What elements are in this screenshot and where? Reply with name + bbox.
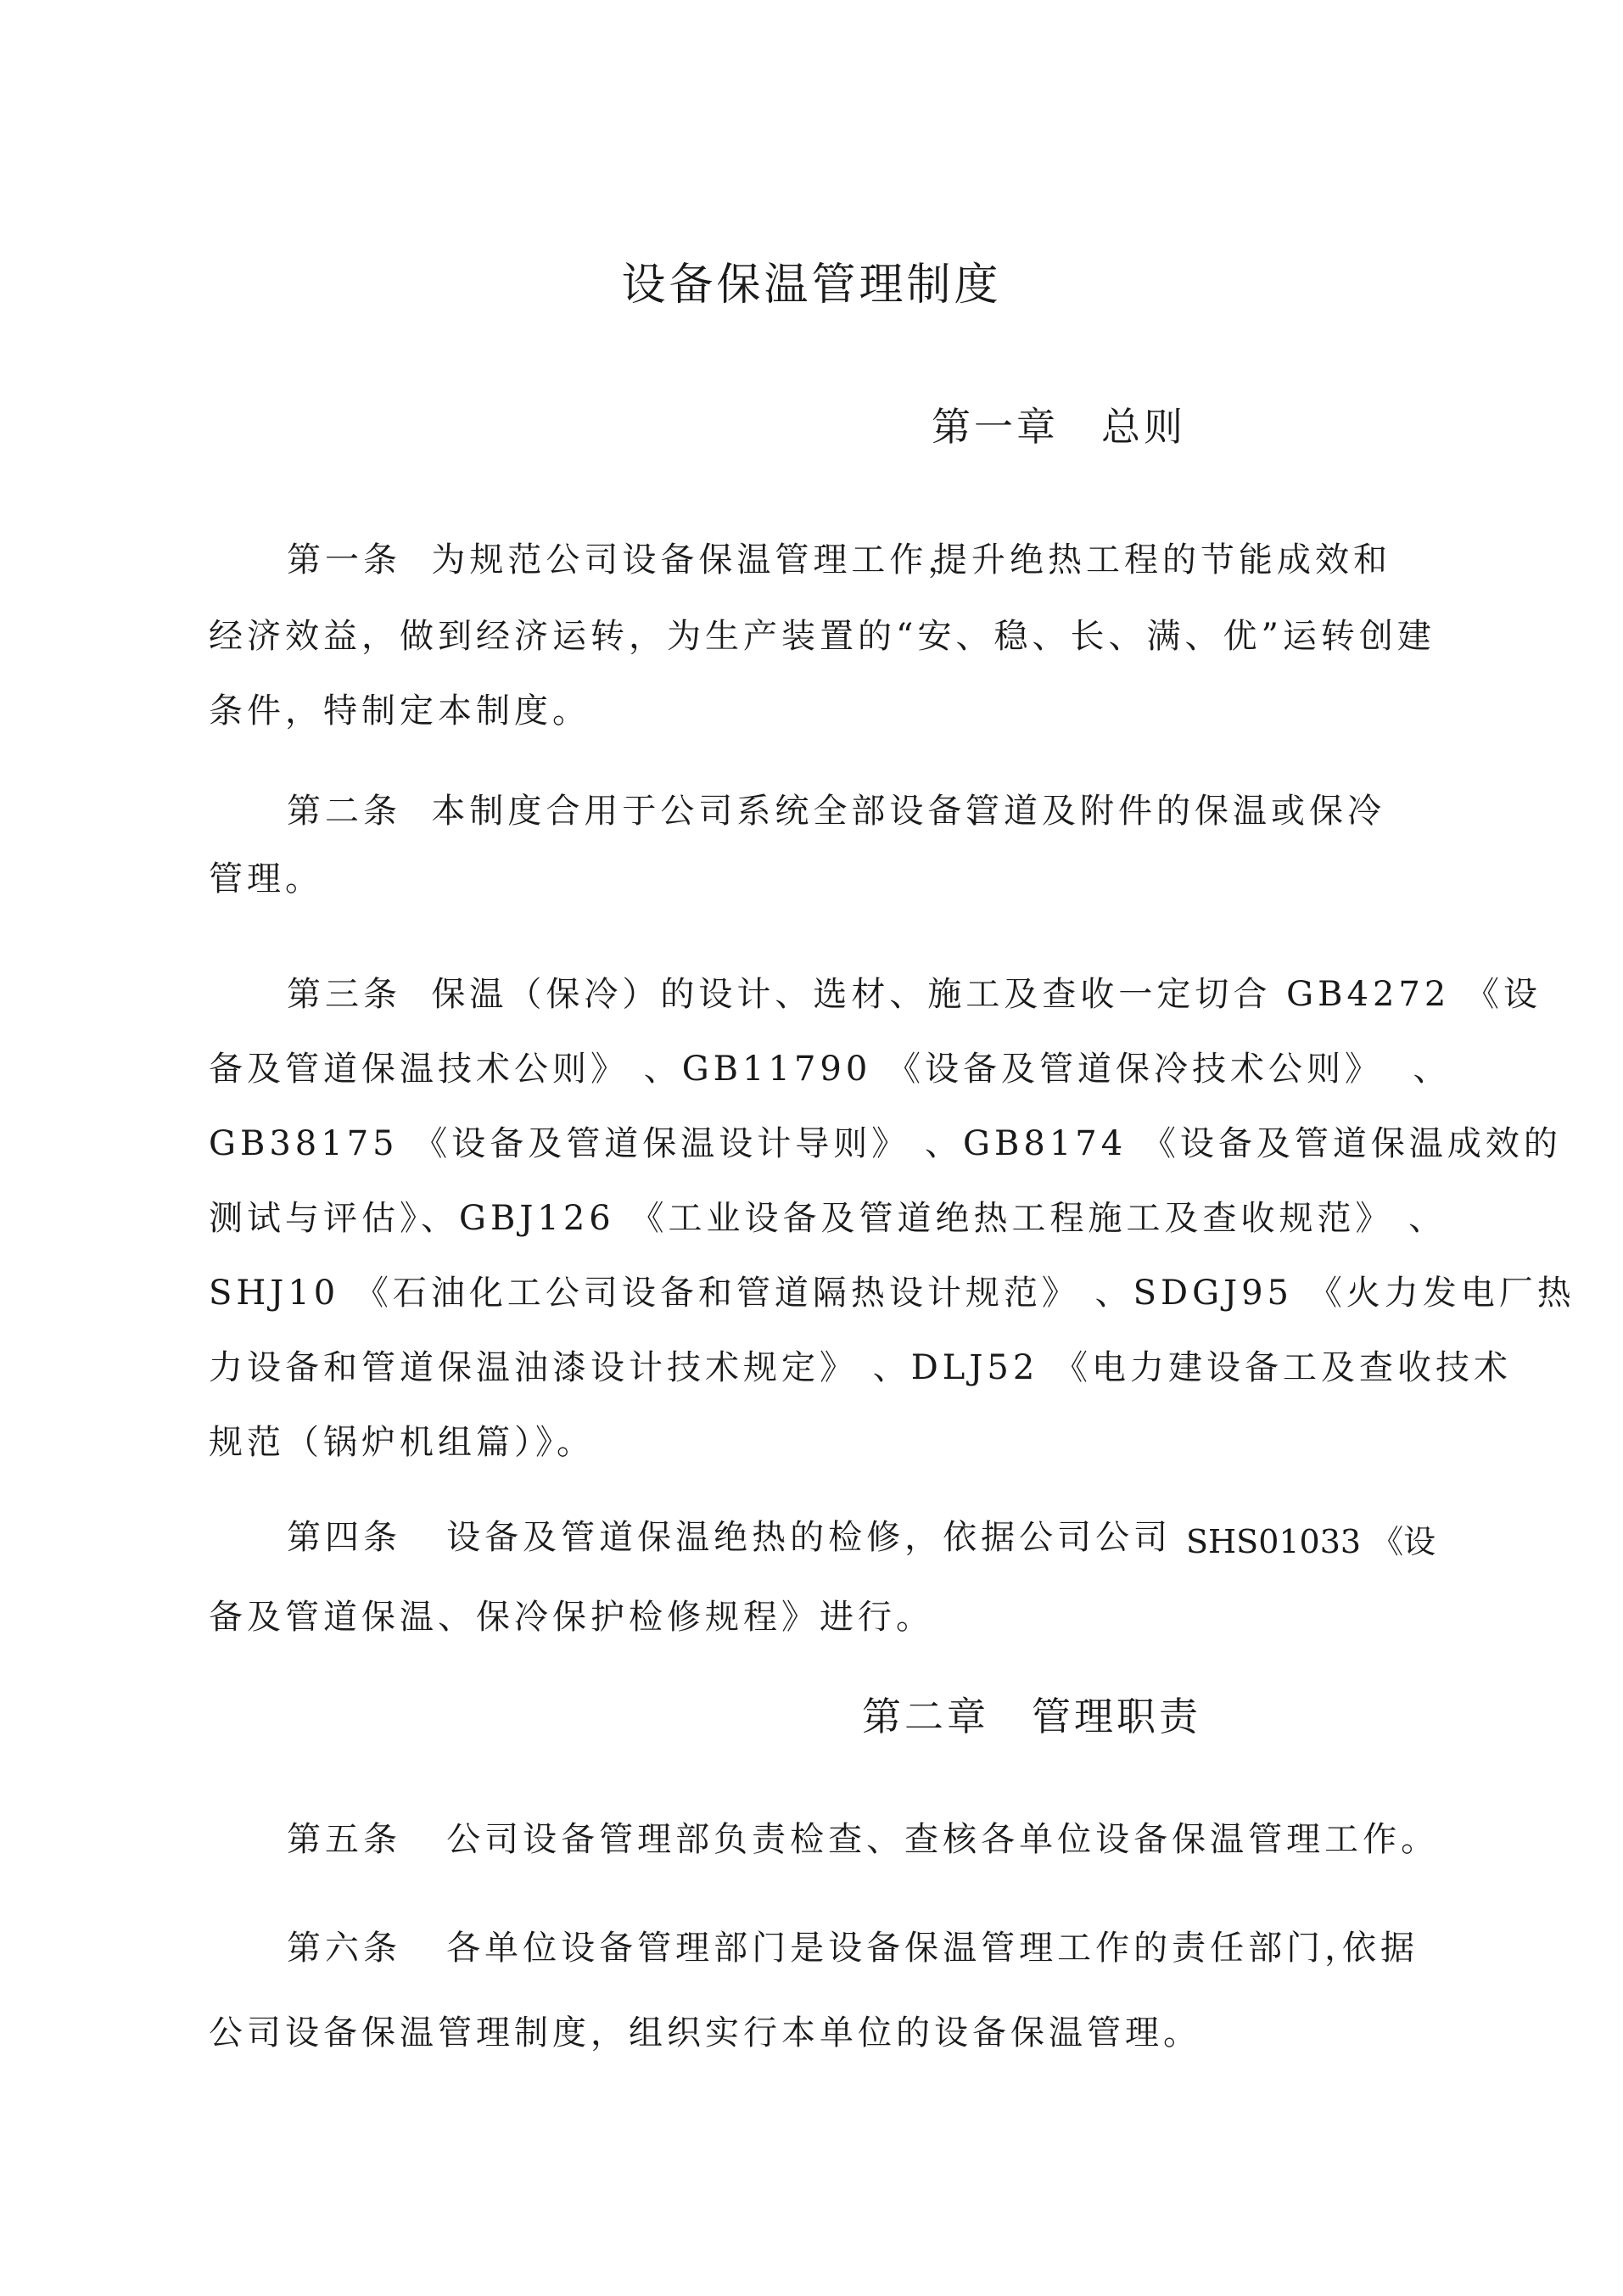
article-3-line-5: SHJ10 《石油化工公司设备和管道隔热设计规范》 、SDGJ95 《火力发电厂热 — [209, 1274, 1575, 1313]
article-3-line-4: 测试与评估》、GBJ126 《工业设备及管道绝热工程施工及查收规范》 、 — [209, 1199, 1447, 1238]
article-3-line-3: GB38175 《设备及管道保温设计导则》 、GB8174 《设备及管道保温成效的 — [209, 1124, 1562, 1163]
chapter-heading-1: 第一章 总则 — [932, 404, 1186, 450]
article-1-line-1a: 第一条 为规范公司设备保温管理工作， — [287, 540, 966, 580]
article-6-line-2: 公司设备保温管理制度，组织实行本单位的设备保温管理。 — [209, 2013, 1201, 2052]
article-2-line-2: 管理。 — [209, 860, 323, 899]
article-1-line-1b: 提升绝热工程的节能成效和 — [933, 540, 1391, 580]
article-1-line-2: 经济效益，做到经济运转，为生产装置的“安、稳、长、满、优”运转创建 — [209, 617, 1436, 656]
article-1-line-3: 条件，特制定本制度。 — [209, 692, 590, 731]
chapter-heading-2: 第二章 管理职责 — [862, 1694, 1201, 1739]
article-2-line-1a: 第二条 本制度合用于公司系统全部设备、 — [287, 792, 1005, 831]
article-5-line-1: 第五条 公司设备管理部负责检查、查核各单位设备保温管理工作。 — [287, 1820, 1440, 1859]
article-4-line-1a: 第四条 设备及管道保温绝热的检修，依据公司公司 — [287, 1518, 1172, 1557]
article-4-line-1b: SHS01033 《设 — [1186, 1523, 1436, 1560]
article-6-line-1a: 第六条 各单位设备管理部门是设备保温管理工作的责任部门， — [287, 1929, 1363, 1968]
article-6-line-1b: 依据 — [1342, 1929, 1419, 1968]
article-3-line-7: 规范（锅炉机组篇）》。 — [209, 1423, 595, 1462]
article-2-line-1b: 管道及附件的保温或保冷 — [965, 792, 1385, 831]
article-4-line-2: 备及管道保温、保冷保护检修规程》进行。 — [209, 1598, 934, 1637]
document-title: 设备保温管理制度 — [621, 260, 1002, 311]
article-3-line-6: 力设备和管道保温油漆设计技术规定》 、DLJ52 《电力建设备工及查收技术 — [209, 1348, 1512, 1387]
article-3-line-1: 第三条 保温（保冷）的设计、选材、施工及查收一定切合 GB4272 《设 — [287, 975, 1542, 1014]
article-3-line-2: 备及管道保温技术公则》 、GB11790 《设备及管道保冷技术公则》 、 — [209, 1050, 1452, 1089]
